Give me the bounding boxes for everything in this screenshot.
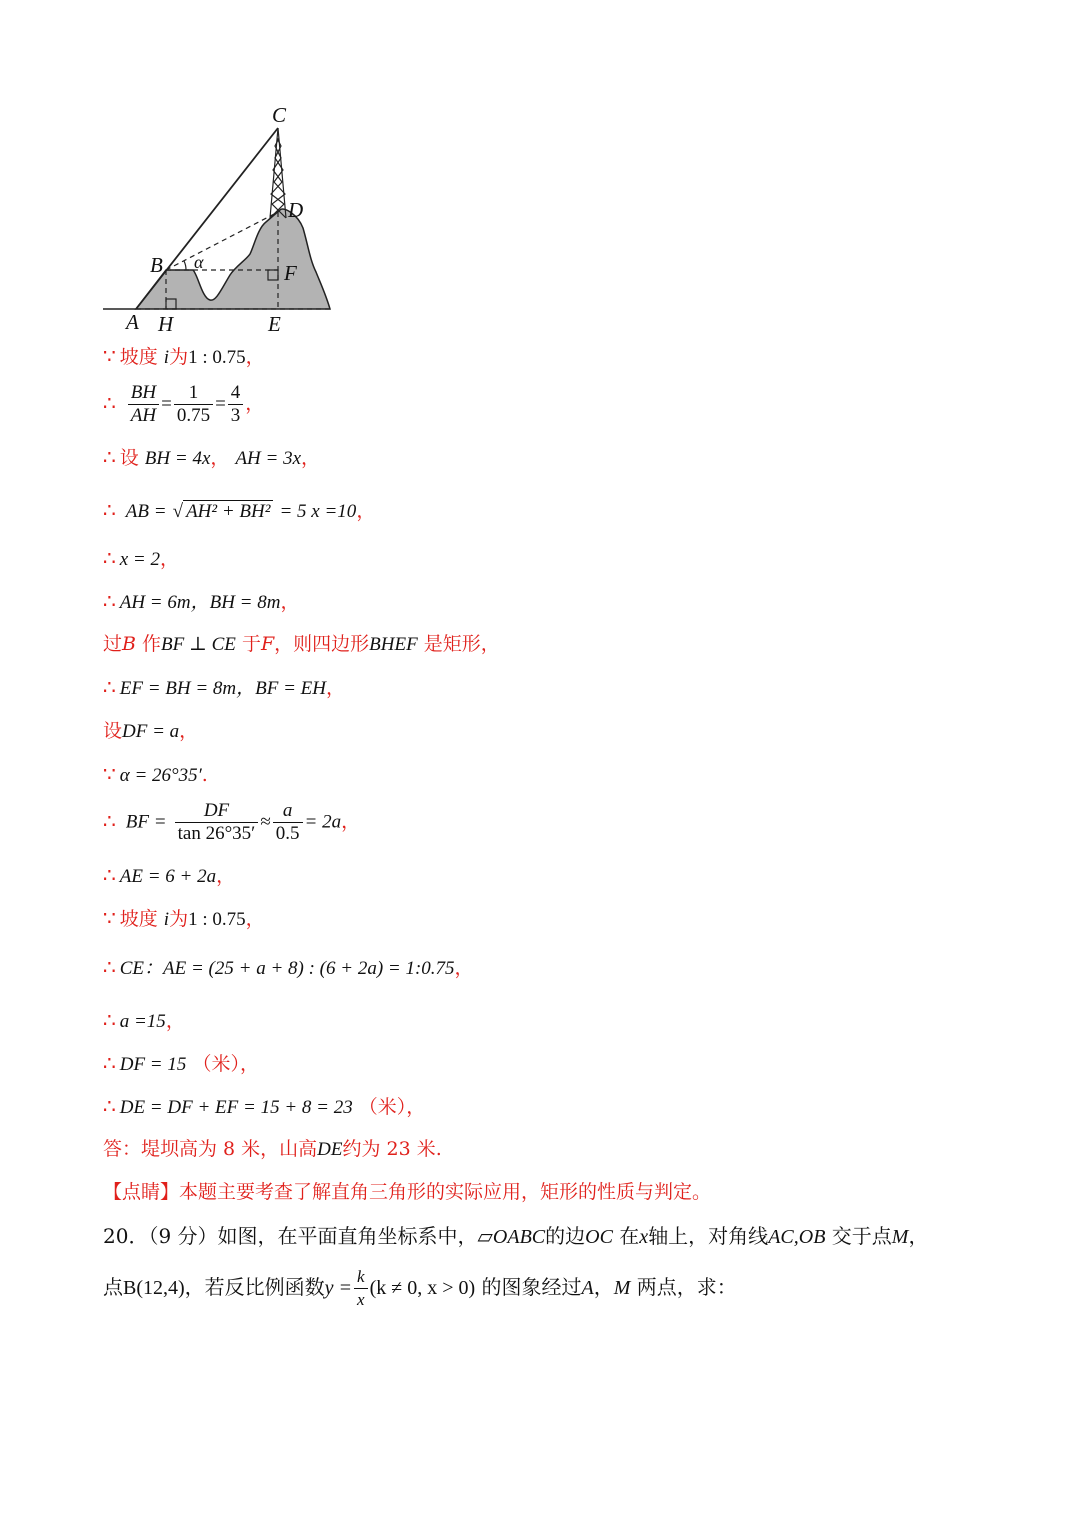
label-a: A: [126, 310, 139, 334]
solution-line-13: ∵ 坡度 i为1 : 0.75，: [103, 906, 265, 930]
label-c: C: [272, 103, 287, 127]
label-f: F: [284, 261, 297, 285]
solution-line-16: ∴ DF = 15 （米），: [103, 1051, 259, 1075]
fraction-df-tan: $\frac{DF}{\tan 26^\circ 35'}$: [175, 800, 259, 845]
solution-line-9: 设DF = a，: [103, 720, 199, 742]
solution-line-11: ∴ BF = $\frac{DF}{\tan 26^\circ 35'}$ ≈ $\frac{a}{0.5}$ = 2a，: [103, 800, 361, 844]
question-20-line-2: 点B(12,4)，若反比例函数y = $\frac{k}{x}$ (k ≠ 0, x > 0) 的图象经过A，M 两点，求：: [103, 1267, 737, 1309]
solution-line-8: ∴ EF = BH = 8m，BF = EH，: [103, 675, 346, 699]
solution-line-2: ∴ $\frac{BH}{AH}$ = $\frac{1}{0.75}$ = $\frac{4}{3}$ ，: [103, 382, 265, 426]
fraction-4-3: $\frac{4}{3}$: [228, 382, 244, 427]
tower: [270, 128, 286, 218]
mountain-shape: [136, 209, 330, 309]
solution-line-5: ∴ x = 2，: [103, 546, 180, 570]
solution-line-14: ∴ CE：AE = (25 + a + 8) : (6 + 2a) = 1:0.75，: [103, 955, 474, 979]
label-e: E: [268, 312, 281, 336]
solution-line-1: ∵ 坡度 i为1 : 0.75，: [103, 344, 265, 368]
fraction-a-05: $\frac{a}{0.5}$: [273, 800, 303, 845]
label-h: H: [158, 312, 174, 336]
question-20-line-1: 20．（9 分）如图，在平面直角坐标系中，▱OABC的边OC 在x轴上，对角线AC,OB 交于点M，: [103, 1224, 929, 1248]
fraction-1-075: $\frac{1}{0.75}$: [174, 382, 213, 427]
solution-line-17: ∴ DE = DF + EF = 15 + 8 = 23 （米），: [103, 1094, 426, 1118]
solution-answer: 答：堤坝高为 8 米，山高DE约为 23 米.: [103, 1138, 442, 1160]
solution-line-7: 过B 作BF ⊥ CE 于F，则四边形BHEF 是矩形，: [103, 633, 500, 655]
label-alpha: α: [194, 252, 204, 272]
fraction-k-x: $\frac{k}{x}$: [354, 1266, 368, 1311]
solution-line-3: ∴ 设 BH = 4x， AH = 3x，: [103, 445, 321, 469]
label-d: D: [288, 198, 304, 222]
fraction-bh-ah: $\frac{BH}{AH}$: [128, 382, 159, 427]
label-b: B: [150, 253, 163, 277]
solution-line-10: ∵ α = 26°35′.: [103, 762, 208, 786]
solution-line-6: ∴ AH = 6m，BH = 8m，: [103, 589, 300, 613]
solution-line-12: ∴ AE = 6 + 2a，: [103, 863, 236, 887]
alpha-arc: [184, 261, 186, 270]
solution-line-4: ∴ AB = √ AH² + BH² = 5 x =10，: [103, 498, 376, 522]
solution-line-15: ∴ a =15，: [103, 1008, 185, 1032]
mountain-tower-diagram: [98, 100, 338, 340]
solution-comment: 【点睛】本题主要考查了解直角三角形的实际应用，矩形的性质与判定。: [103, 1181, 712, 1203]
